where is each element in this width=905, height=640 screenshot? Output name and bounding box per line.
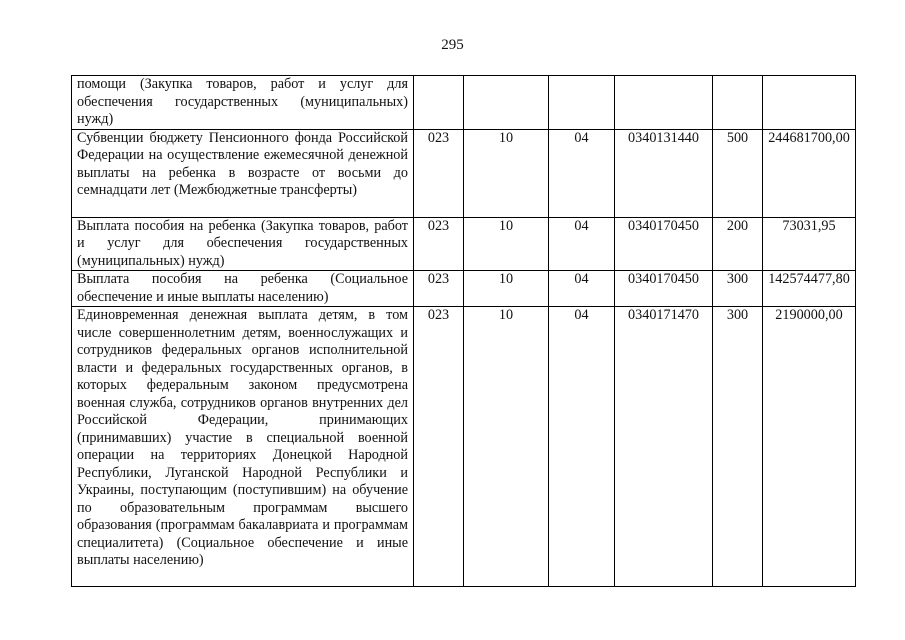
ministry-code: 023 [414, 271, 464, 307]
row-description: Единовременная денежная выплата детям, в том числе совершеннолетним детям, военнослужащих и сотрудников федеральных органов исполнительной власти и федеральных государственных органов, в которых федеральным законом предусмотрена военная служба, сотрудников органов внутренних дел Российской Федерации, принимающих (принимавших) участие в специальной военной операции на территориях Донецкой Народной Республики, Луганской Народной Республики и Украины, поступающим (поступившим) на обучение по образовательным программам высшего образования (программам бакалавриата и программам специалитета) (Социальное обеспечение и иные выплаты населению) [72, 307, 414, 587]
target-article-code: 0340170450 [615, 217, 713, 271]
section-code: 10 [464, 271, 549, 307]
page-number: 295 [441, 37, 464, 53]
subsection-code: 04 [549, 129, 615, 217]
amount: 244681700,00 [763, 129, 856, 217]
section-code: 10 [464, 217, 549, 271]
section-code [464, 76, 549, 130]
ministry-code: 023 [414, 217, 464, 271]
amount: 73031,95 [763, 217, 856, 271]
table-row [72, 307, 856, 587]
row-description: Выплата пособия на ребенка (Социальное обеспечение и иные выплаты населению) [72, 271, 414, 307]
expense-type-code: 500 [713, 129, 763, 217]
target-article-code: 0340171470 [615, 307, 713, 587]
row-description: помощи (Закупка товаров, работ и услуг для обеспечения государственных (муниципальных) нужд) [72, 76, 414, 130]
ministry-code [414, 76, 464, 130]
amount [763, 76, 856, 130]
row-description: Субвенции бюджету Пенсионного фонда Российской Федерации на осуществление ежемесячной денежной выплаты на ребенка в возрасте от восьми до семнадцати лет (Межбюджетные трансферты) [72, 129, 414, 217]
amount: 2190000,00 [763, 307, 856, 587]
target-article-code: 0340131440 [615, 129, 713, 217]
section-code: 10 [464, 129, 549, 217]
table-row [72, 76, 856, 130]
subsection-code: 04 [549, 307, 615, 587]
table-row [72, 271, 856, 307]
row-description: Выплата пособия на ребенка (Закупка товаров, работ и услуг для обеспечения государственных (муниципальных) нужд) [72, 217, 414, 271]
ministry-code: 023 [414, 129, 464, 217]
amount: 142574477,80 [763, 271, 856, 307]
target-article-code: 0340170450 [615, 271, 713, 307]
expense-type-code: 300 [713, 307, 763, 587]
table-row [72, 217, 856, 271]
ministry-code: 023 [414, 307, 464, 587]
subsection-code [549, 76, 615, 130]
target-article-code [615, 76, 713, 130]
section-code: 10 [464, 307, 549, 587]
expense-type-code [713, 76, 763, 130]
subsection-code: 04 [549, 271, 615, 307]
subsection-code: 04 [549, 217, 615, 271]
expense-type-code: 300 [713, 271, 763, 307]
table-row [72, 129, 856, 217]
expense-type-code: 200 [713, 217, 763, 271]
budget-table [71, 75, 856, 587]
